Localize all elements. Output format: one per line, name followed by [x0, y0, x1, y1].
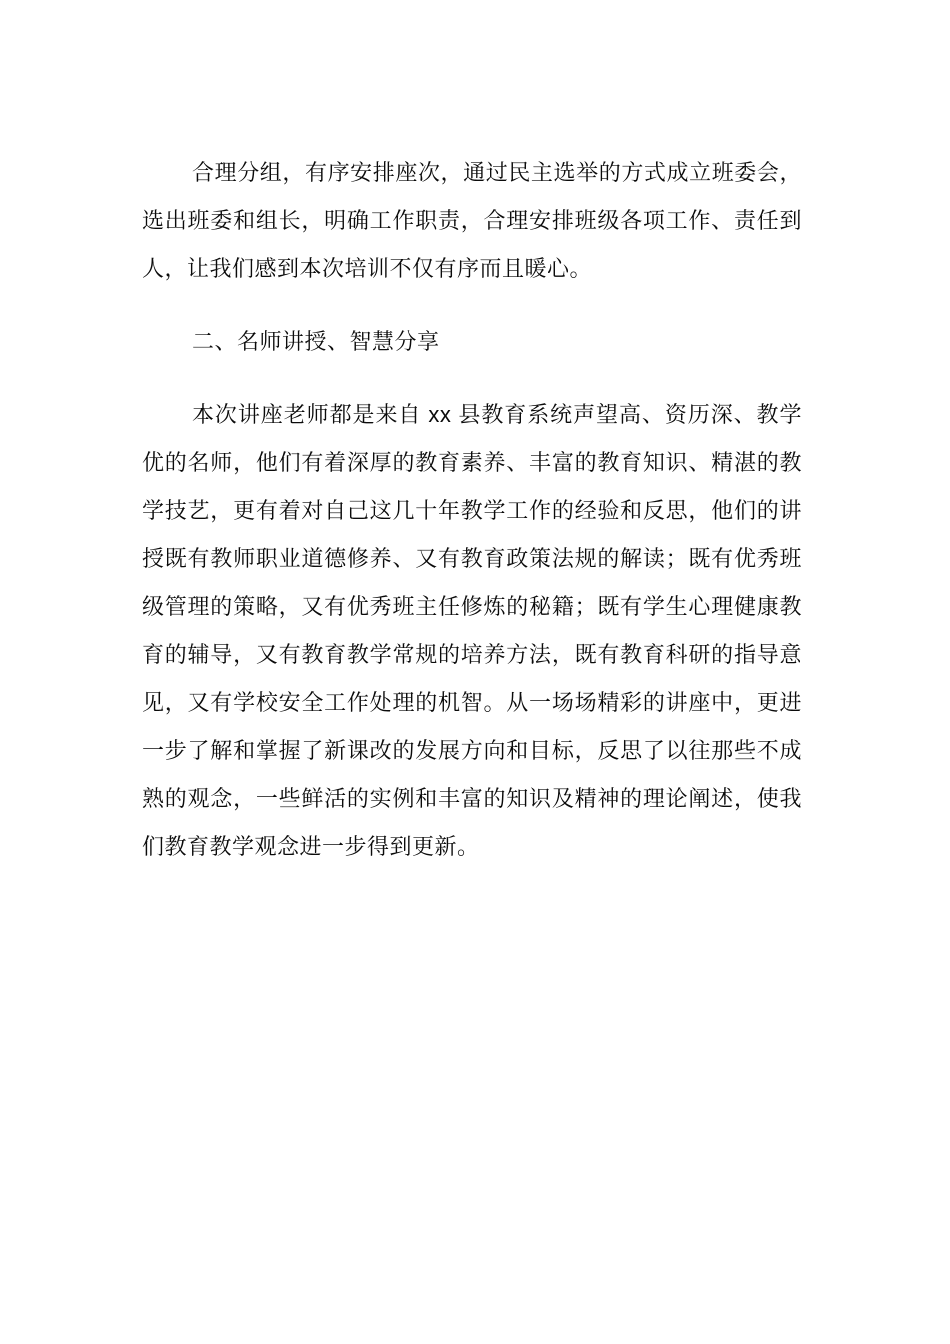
body-paragraph: 合理分组，有序安排座次，通过民主选举的方式成立班委会，选出班委和组长，明确工作职责，合理安排班级各项工作、责任到人，让我们感到本次培训不仅有序而且暖心。 [142, 160, 802, 281]
document-body [142, 149, 802, 871]
section-heading: 二、名师讲授、智慧分享 [192, 329, 440, 354]
body-paragraph: 本次讲座老师都是来自 xx 县教育系统声望高、资历深、教学优的名师，他们有着深厚的教育素养、丰富的教育知识、精湛的教学技艺，更有着对自己这几十年教学工作的经验和反思，他们的讲授既有教师职业道德修养、又有教育政策法规的解读；既有优秀班级管理的策略，又有优秀班主任修炼的秘籍；既有学生心理健康教育的辅导，又有教育教学常规的培养方法，既有教育科研的指导意见，又有学校安全工作处理的机智。从一场场精彩的讲座中，更进一步了解和掌握了新课改的发展方向和目标，反思了以往那些不成熟的观念，一些鲜活的实例和丰富的知识及精神的理论阐述，使我们教育教学观念进一步得到更新。 [142, 402, 802, 859]
